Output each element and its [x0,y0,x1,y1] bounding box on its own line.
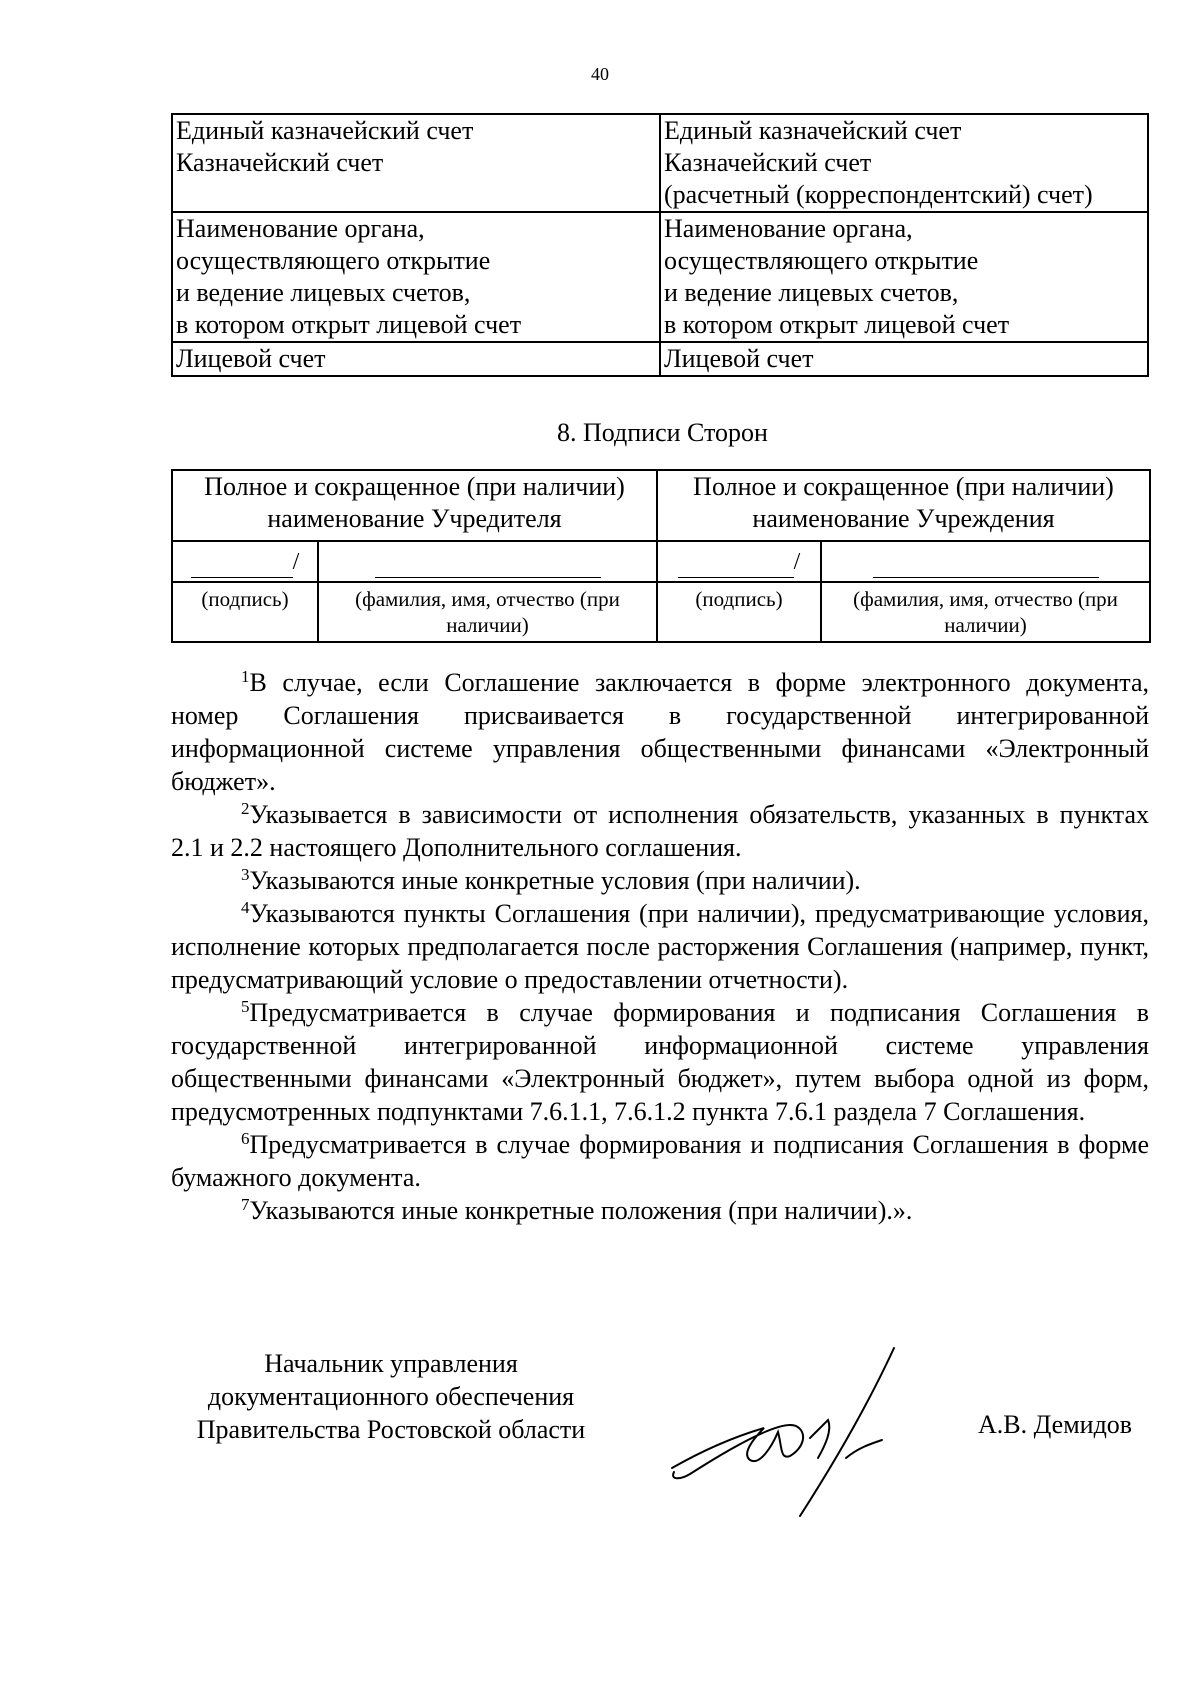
institution-name-field [821,541,1150,582]
cell-line: Казначейский счет [664,148,872,177]
cell-line: Лицевой счет [664,344,814,373]
name-line [873,551,1099,578]
table-cell [660,342,1148,376]
signatures-table [171,469,1151,643]
table-row [172,212,1148,342]
institution-name-header: Полное и сокращенное (при наличии) наименование Учреждения [657,470,1150,541]
position-line: документационного обеспечения [207,1382,575,1411]
name-caption: (фамилия, имя, отчество (при наличии) [318,582,657,642]
cell-line: и ведение лицевых счетов, [176,278,471,307]
footnote-number: 4 [241,898,250,917]
footnote-text: Указывается в зависимости от исполнения обязательств, указанных в пунктах 2.1 и 2.2 настоящего Дополнительного соглашения. [171,800,1149,862]
cell-line: Лицевой счет [176,344,326,373]
footnote-text: Предусматривается в случае формирования и подписания Соглашения в форме бумажного документа. [171,1130,1149,1192]
footnote [171,897,1149,996]
footnote [171,1194,1149,1227]
section-title: 8. Подписи Сторон [557,418,768,447]
footnote-text: Указываются иные конкретные положения (при наличии).». [249,1196,913,1225]
cell-line: Казначейский счет [176,148,384,177]
cell-line: Наименование органа, [664,214,913,243]
position-line: Начальник управления [264,1349,518,1378]
table-cell [172,342,660,376]
handwritten-signature [660,1340,960,1520]
cell-line: осуществляющего открытие [664,246,979,275]
signature-line [191,551,293,578]
footnote-number: 3 [241,865,250,884]
footnote [171,996,1149,1128]
table-row [172,114,1148,212]
slash: / [793,549,801,575]
founder-name-field [318,541,657,582]
signature-stroke [800,1348,894,1516]
signature-stroke [846,1440,882,1458]
footnote-text: В случае, если Соглашение заключается в форме электронного документа, номер Соглашения присваивается в государственной интегрированной информационной системе управления общественными финансами «Электронный бюджет». [171,668,1149,796]
name-line [375,551,601,578]
cell-line: Единый казначейский счет [664,116,962,145]
page-number: 40 [591,64,609,84]
footnote-number: 1 [241,667,250,686]
table-row [172,470,1150,541]
footnote-text: Указываются пункты Соглашения (при наличии), предусматривающие условия, исполнение которых предполагается после расторжения Соглашения (например, пункт, предусматривающий условие о предоставлении отчетности). [171,899,1149,994]
footnote [171,666,1149,798]
footnote [171,864,1149,897]
bank-details-table [171,113,1149,377]
cell-line: Наименование органа, [176,214,425,243]
table-row [172,582,1150,642]
footnote-number: 5 [241,997,250,1016]
table-cell [660,212,1148,342]
table-row [172,541,1150,582]
founder-name-header: Полное и сокращенное (при наличии) наименование Учредителя [172,470,657,541]
signer-name: А.В. Демидов [978,1410,1133,1439]
signature-stroke [810,1420,829,1458]
signature-line [678,551,794,578]
footnote-text: Предусматривается в случае формирования и подписания Соглашения в государственной интегрированной информационной системе управления общественными финансами «Электронный бюджет», путем выбора одной из форм, предусмотренных подпунктами 7.6.1.1, 7.6.1.2 пункта 7.6.1 раздела 7 Соглашения. [171,998,1149,1126]
cell-line: в котором открыт лицевой счет [664,310,1010,339]
table-cell [660,114,1148,212]
footnote [171,1128,1149,1194]
cell-line: (расчетный (корреспондентский) счет) [664,180,1093,209]
cell-line: осуществляющего открытие [176,246,491,275]
footnote-text: Указываются иные конкретные условия (при наличии). [249,866,861,895]
table-cell [172,114,660,212]
cell-line: и ведение лицевых счетов, [664,278,959,307]
signatory-position [171,1347,611,1446]
footnote-number: 2 [241,799,250,818]
signature-caption: (подпись) [172,582,318,642]
cell-line: Единый казначейский счет [176,116,474,145]
cell-line: в котором открыт лицевой счет [176,310,522,339]
footnotes [171,666,1149,1227]
table-cell [172,212,660,342]
slash: / [292,549,300,575]
footnote-number: 7 [241,1195,250,1214]
footnote-number: 6 [241,1129,250,1148]
signature-stroke [672,1425,803,1478]
founder-signature-field [172,541,318,582]
institution-signature-field [657,541,821,582]
name-caption: (фамилия, имя, отчество (при наличии) [821,582,1150,642]
position-line: Правительства Ростовской области [196,1415,586,1444]
signature-caption: (подпись) [657,582,821,642]
footnote [171,798,1149,864]
table-row [172,342,1148,376]
